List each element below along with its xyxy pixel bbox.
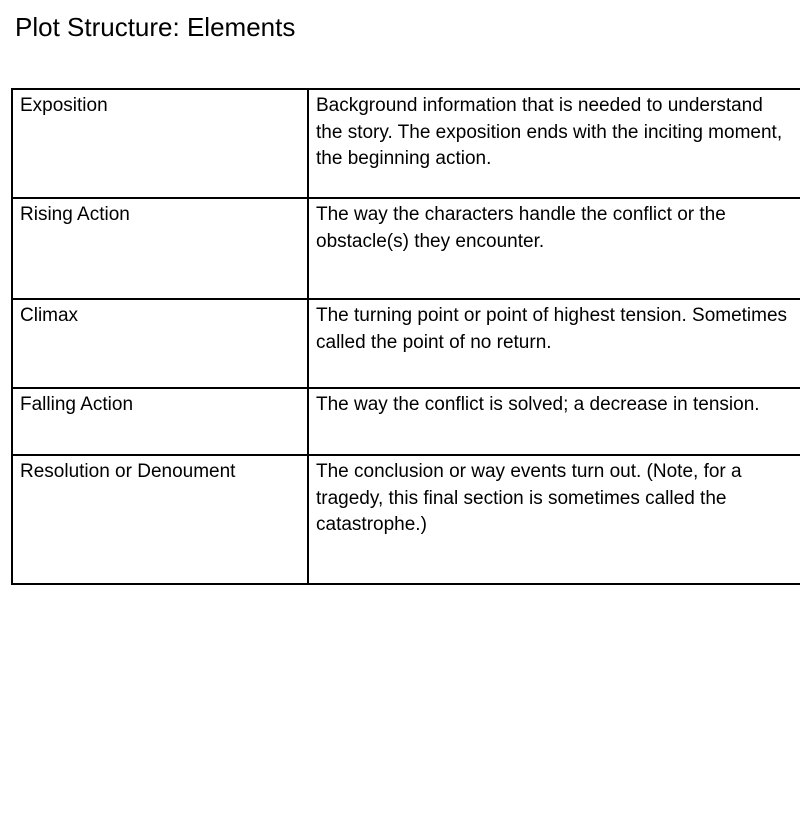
- table-row: [12, 455, 800, 584]
- table-row: [12, 299, 800, 388]
- definition-cell-resolution: The conclusion or way events turn out. (Note, for a tragedy, this final section is sometimes called the catastrophe.): [308, 455, 800, 584]
- term-cell-falling-action: Falling Action: [12, 388, 308, 455]
- term-cell-rising-action: Rising Action: [12, 198, 308, 299]
- plot-elements-table: [11, 88, 800, 585]
- definition-cell-rising-action: The way the characters handle the conflict or the obstacle(s) they encounter.: [308, 198, 800, 299]
- term-cell-resolution: Resolution or Denoument: [12, 455, 308, 584]
- definition-cell-climax: The turning point or point of highest tension. Sometimes called the point of no return.: [308, 299, 800, 388]
- table-row: [12, 89, 800, 198]
- table-row: [12, 388, 800, 455]
- definition-cell-falling-action: The way the conflict is solved; a decrease in tension.: [308, 388, 800, 455]
- term-cell-climax: Climax: [12, 299, 308, 388]
- page-title: Plot Structure: Elements: [15, 12, 296, 42]
- term-cell-exposition: Exposition: [12, 89, 308, 198]
- definition-cell-exposition: Background information that is needed to understand the story. The exposition ends with the inciting moment, the beginning action.: [308, 89, 800, 198]
- table-row: [12, 198, 800, 299]
